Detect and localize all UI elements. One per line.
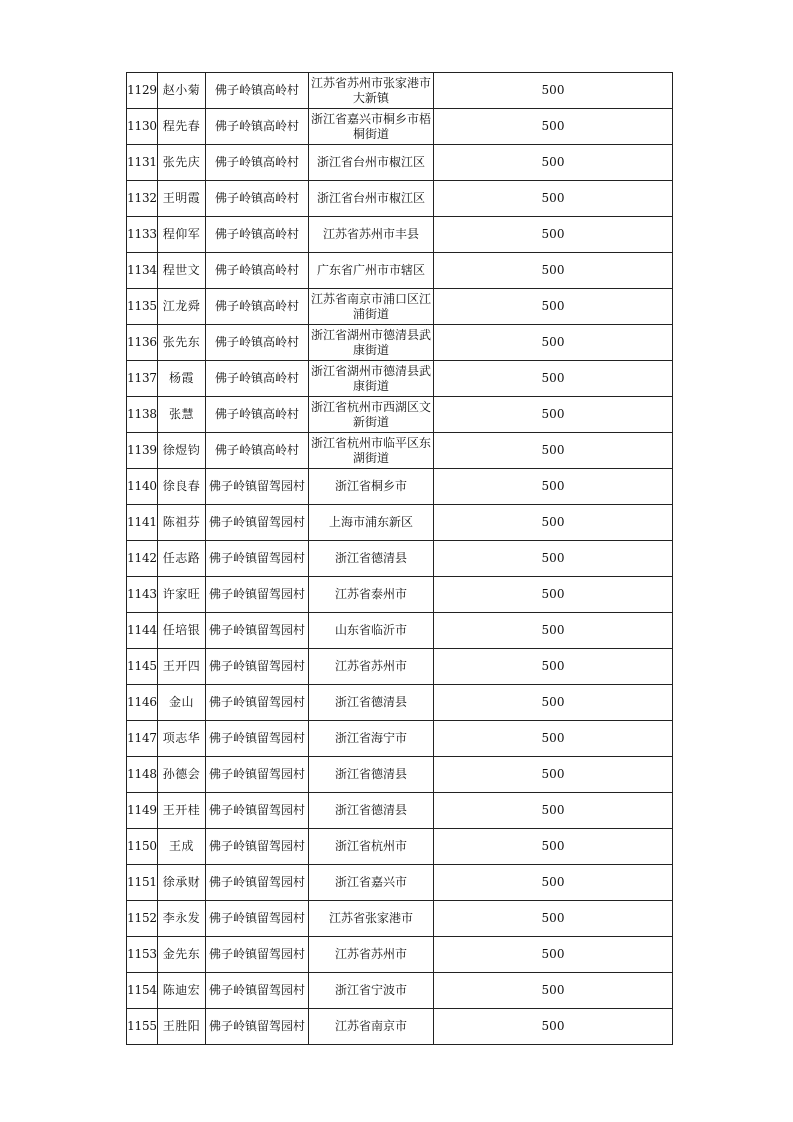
village-name: 佛子岭镇高岭村 [206, 109, 309, 145]
person-name: 王成 [158, 829, 206, 865]
work-address: 浙江省杭州市临平区东湖街道 [309, 433, 434, 469]
row-number: 1130 [127, 109, 158, 145]
subsidy-amount: 500 [434, 937, 673, 973]
table-row [127, 685, 673, 721]
subsidy-amount: 500 [434, 73, 673, 109]
person-name: 李永发 [158, 901, 206, 937]
table-row [127, 577, 673, 613]
person-name: 杨霞 [158, 361, 206, 397]
subsidy-amount: 500 [434, 649, 673, 685]
village-name: 佛子岭镇高岭村 [206, 433, 309, 469]
person-name: 张先庆 [158, 145, 206, 181]
row-number: 1144 [127, 613, 158, 649]
work-address: 江苏省苏州市 [309, 649, 434, 685]
person-name: 陈迪宏 [158, 973, 206, 1009]
village-name: 佛子岭镇留驾园村 [206, 505, 309, 541]
subsidy-amount: 500 [434, 289, 673, 325]
row-number: 1145 [127, 649, 158, 685]
subsidy-amount: 500 [434, 757, 673, 793]
subsidy-amount: 500 [434, 433, 673, 469]
person-name: 程先春 [158, 109, 206, 145]
village-name: 佛子岭镇留驾园村 [206, 865, 309, 901]
table-row [127, 865, 673, 901]
village-name: 佛子岭镇留驾园村 [206, 757, 309, 793]
subsidy-amount: 500 [434, 397, 673, 433]
table-row [127, 325, 673, 361]
table-row [127, 109, 673, 145]
work-address: 浙江省德清县 [309, 541, 434, 577]
row-number: 1129 [127, 73, 158, 109]
person-name: 陈祖芬 [158, 505, 206, 541]
subsidy-amount: 500 [434, 541, 673, 577]
subsidy-amount: 500 [434, 685, 673, 721]
village-name: 佛子岭镇留驾园村 [206, 577, 309, 613]
subsidy-amount: 500 [434, 613, 673, 649]
row-number: 1137 [127, 361, 158, 397]
person-name: 王开桂 [158, 793, 206, 829]
person-name: 程世文 [158, 253, 206, 289]
subsidy-amount: 500 [434, 901, 673, 937]
subsidy-amount: 500 [434, 829, 673, 865]
work-address: 江苏省南京市 [309, 1009, 434, 1045]
person-name: 江龙舜 [158, 289, 206, 325]
table-row [127, 433, 673, 469]
person-name: 金先东 [158, 937, 206, 973]
work-address: 上海市浦东新区 [309, 505, 434, 541]
table-row [127, 829, 673, 865]
row-number: 1141 [127, 505, 158, 541]
row-number: 1133 [127, 217, 158, 253]
table-row [127, 757, 673, 793]
work-address: 江苏省苏州市张家港市大新镇 [309, 73, 434, 109]
work-address: 江苏省张家港市 [309, 901, 434, 937]
person-name: 张先东 [158, 325, 206, 361]
subsidy-amount: 500 [434, 181, 673, 217]
row-number: 1155 [127, 1009, 158, 1045]
row-number: 1138 [127, 397, 158, 433]
village-name: 佛子岭镇留驾园村 [206, 613, 309, 649]
person-name: 程仰军 [158, 217, 206, 253]
village-name: 佛子岭镇留驾园村 [206, 793, 309, 829]
village-name: 佛子岭镇高岭村 [206, 73, 309, 109]
table-row [127, 469, 673, 505]
work-address: 浙江省德清县 [309, 685, 434, 721]
work-address: 浙江省德清县 [309, 793, 434, 829]
row-number: 1147 [127, 721, 158, 757]
subsidy-amount: 500 [434, 361, 673, 397]
village-name: 佛子岭镇留驾园村 [206, 829, 309, 865]
village-name: 佛子岭镇高岭村 [206, 181, 309, 217]
roster-table [126, 72, 673, 1045]
village-name: 佛子岭镇留驾园村 [206, 649, 309, 685]
village-name: 佛子岭镇高岭村 [206, 397, 309, 433]
row-number: 1143 [127, 577, 158, 613]
person-name: 任培银 [158, 613, 206, 649]
work-address: 浙江省湖州市德清县武康街道 [309, 325, 434, 361]
row-number: 1132 [127, 181, 158, 217]
village-name: 佛子岭镇留驾园村 [206, 721, 309, 757]
row-number: 1140 [127, 469, 158, 505]
person-name: 金山 [158, 685, 206, 721]
subsidy-amount: 500 [434, 505, 673, 541]
person-name: 项志华 [158, 721, 206, 757]
table-row [127, 253, 673, 289]
village-name: 佛子岭镇留驾园村 [206, 469, 309, 505]
table-row [127, 901, 673, 937]
village-name: 佛子岭镇高岭村 [206, 325, 309, 361]
work-address: 浙江省杭州市西湖区文新街道 [309, 397, 434, 433]
work-address: 浙江省杭州市 [309, 829, 434, 865]
person-name: 王开四 [158, 649, 206, 685]
table-row [127, 397, 673, 433]
person-name: 任志路 [158, 541, 206, 577]
village-name: 佛子岭镇高岭村 [206, 289, 309, 325]
work-address: 浙江省嘉兴市桐乡市梧桐街道 [309, 109, 434, 145]
table-row [127, 145, 673, 181]
table-row [127, 649, 673, 685]
row-number: 1134 [127, 253, 158, 289]
table-row [127, 181, 673, 217]
person-name: 赵小菊 [158, 73, 206, 109]
row-number: 1154 [127, 973, 158, 1009]
table-row [127, 289, 673, 325]
subsidy-amount: 500 [434, 325, 673, 361]
row-number: 1152 [127, 901, 158, 937]
work-address: 浙江省海宁市 [309, 721, 434, 757]
person-name: 徐煜钧 [158, 433, 206, 469]
row-number: 1146 [127, 685, 158, 721]
work-address: 浙江省嘉兴市 [309, 865, 434, 901]
work-address: 江苏省泰州市 [309, 577, 434, 613]
work-address: 江苏省南京市浦口区江浦街道 [309, 289, 434, 325]
village-name: 佛子岭镇留驾园村 [206, 901, 309, 937]
table-row [127, 217, 673, 253]
village-name: 佛子岭镇留驾园村 [206, 1009, 309, 1045]
work-address: 广东省广州市市辖区 [309, 253, 434, 289]
table-row [127, 721, 673, 757]
village-name: 佛子岭镇高岭村 [206, 217, 309, 253]
table-row [127, 361, 673, 397]
row-number: 1136 [127, 325, 158, 361]
row-number: 1153 [127, 937, 158, 973]
person-name: 许家旺 [158, 577, 206, 613]
row-number: 1131 [127, 145, 158, 181]
village-name: 佛子岭镇留驾园村 [206, 685, 309, 721]
work-address: 江苏省苏州市 [309, 937, 434, 973]
subsidy-amount: 500 [434, 577, 673, 613]
work-address: 浙江省湖州市德清县武康街道 [309, 361, 434, 397]
person-name: 徐良春 [158, 469, 206, 505]
person-name: 徐承财 [158, 865, 206, 901]
work-address: 浙江省台州市椒江区 [309, 181, 434, 217]
table-row [127, 793, 673, 829]
subsidy-amount: 500 [434, 253, 673, 289]
work-address: 浙江省台州市椒江区 [309, 145, 434, 181]
subsidy-amount: 500 [434, 145, 673, 181]
subsidy-amount: 500 [434, 1009, 673, 1045]
row-number: 1150 [127, 829, 158, 865]
table-row [127, 973, 673, 1009]
work-address: 山东省临沂市 [309, 613, 434, 649]
village-name: 佛子岭镇留驾园村 [206, 937, 309, 973]
subsidy-amount: 500 [434, 793, 673, 829]
row-number: 1151 [127, 865, 158, 901]
work-address: 浙江省德清县 [309, 757, 434, 793]
person-name: 孙德会 [158, 757, 206, 793]
table-row [127, 505, 673, 541]
village-name: 佛子岭镇高岭村 [206, 253, 309, 289]
subsidy-amount: 500 [434, 865, 673, 901]
person-name: 王明霞 [158, 181, 206, 217]
subsidy-amount: 500 [434, 721, 673, 757]
row-number: 1139 [127, 433, 158, 469]
village-name: 佛子岭镇留驾园村 [206, 541, 309, 577]
work-address: 浙江省宁波市 [309, 973, 434, 1009]
subsidy-amount: 500 [434, 109, 673, 145]
table-row [127, 1009, 673, 1045]
subsidy-amount: 500 [434, 217, 673, 253]
roster-table-body [127, 73, 673, 1045]
table-row [127, 937, 673, 973]
table-row [127, 613, 673, 649]
person-name: 张慧 [158, 397, 206, 433]
village-name: 佛子岭镇高岭村 [206, 361, 309, 397]
table-row [127, 541, 673, 577]
subsidy-amount: 500 [434, 973, 673, 1009]
work-address: 浙江省桐乡市 [309, 469, 434, 505]
subsidy-amount: 500 [434, 469, 673, 505]
table-row [127, 73, 673, 109]
person-name: 王胜阳 [158, 1009, 206, 1045]
row-number: 1149 [127, 793, 158, 829]
row-number: 1142 [127, 541, 158, 577]
village-name: 佛子岭镇高岭村 [206, 145, 309, 181]
row-number: 1135 [127, 289, 158, 325]
work-address: 江苏省苏州市丰县 [309, 217, 434, 253]
village-name: 佛子岭镇留驾园村 [206, 973, 309, 1009]
row-number: 1148 [127, 757, 158, 793]
